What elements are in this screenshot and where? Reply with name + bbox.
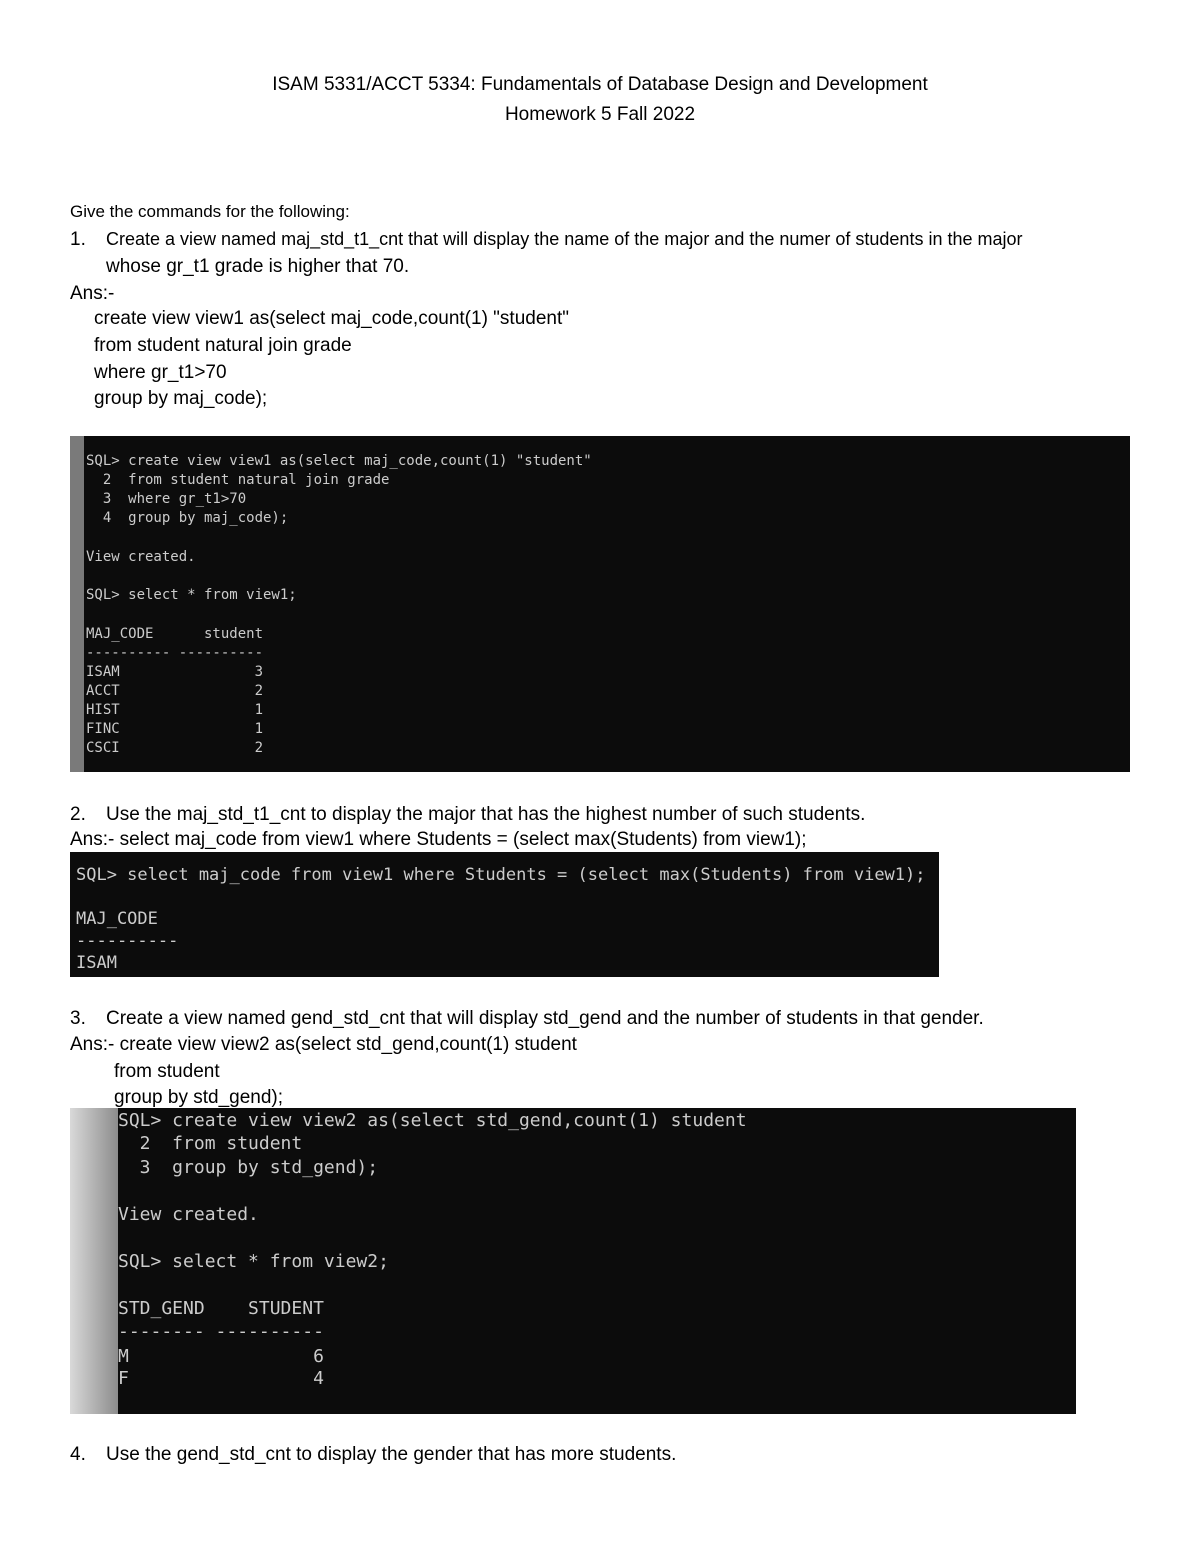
q1-code-line: create view view1 as(select maj_code,count(1) "student": [94, 308, 569, 329]
q2-number: 2.: [70, 804, 86, 825]
q3-text-line1: Create a view named gend_std_cnt that will display std_gend and the number of students in that gender.: [106, 1008, 984, 1029]
terminal-line: SQL> select maj_code from view1 where Students = (select max(Students) from view1);: [76, 865, 926, 885]
terminal-line: SQL> create view view1 as(select maj_code,count(1) "student": [86, 453, 592, 469]
terminal-line: SQL> create view view2 as(select std_gend,count(1) student: [118, 1110, 747, 1131]
terminal-line: -------- ----------: [118, 1321, 324, 1342]
document-subtitle: Homework 5 Fall 2022: [504, 104, 696, 125]
terminal-line: View created.: [118, 1204, 259, 1225]
terminal-line: ----------: [76, 931, 179, 951]
terminal-line: 3 group by std_gend);: [118, 1157, 379, 1178]
q3-code-line: group by std_gend);: [114, 1087, 284, 1108]
terminal-line: 3 where gr_t1>70: [86, 491, 247, 507]
terminal-line: View created.: [86, 549, 196, 565]
q1-text-line1: Create a view named maj_std_t1_cnt that will display the name of the major and the numer of students in the major: [106, 229, 1023, 249]
q2-answer: Ans:- select maj_code from view1 where Students = (select max(Students) from view1);: [70, 829, 807, 850]
terminal-line: CSCI 2: [86, 740, 264, 756]
terminal-line: M 6: [118, 1346, 324, 1367]
q1-answer-label: Ans:-: [70, 283, 115, 304]
terminal-line: MAJ_CODE: [76, 909, 158, 929]
terminal-line: 4 group by maj_code);: [86, 510, 289, 526]
terminal-gutter: [70, 436, 84, 772]
terminal-line: F 4: [118, 1368, 324, 1389]
q2-text-line1: Use the maj_std_t1_cnt to display the major that has the highest number of such students.: [106, 804, 866, 825]
q3-number: 3.: [70, 1008, 86, 1029]
terminal-screenshot-1: [70, 436, 1130, 772]
terminal-gutter: [70, 1108, 118, 1414]
terminal-line: ACCT 2: [86, 683, 264, 699]
terminal-screenshot-2: [70, 852, 939, 977]
q4-number: 4.: [70, 1444, 86, 1465]
q1-code-line: where gr_t1>70: [94, 362, 227, 383]
terminal-line: MAJ_CODE student: [86, 626, 264, 642]
terminal-line: ---------- ----------: [86, 645, 264, 661]
instructions: Give the commands for the following:: [70, 202, 350, 221]
terminal-line: SQL> select * from view2;: [118, 1251, 389, 1272]
document-title: ISAM 5331/ACCT 5334: Fundamentals of Database Design and Development: [272, 74, 928, 95]
terminal-line: STD_GEND STUDENT: [118, 1298, 324, 1319]
q1-code-line: from student natural join grade: [94, 335, 352, 356]
terminal-line: 2 from student natural join grade: [86, 472, 390, 488]
q3-code-line: from student: [114, 1061, 220, 1082]
q3-answer: Ans:- create view view2 as(select std_gend,count(1) student: [70, 1034, 577, 1055]
terminal-line: 2 from student: [118, 1133, 303, 1154]
q4-text-line1: Use the gend_std_cnt to display the gender that has more students.: [106, 1444, 677, 1465]
q1-number: 1.: [70, 229, 86, 250]
terminal-screenshot-3: [70, 1108, 1076, 1414]
terminal-line: ISAM: [76, 953, 117, 973]
terminal-line: FINC 1: [86, 721, 264, 737]
q1-text-line2: whose gr_t1 grade is higher that 70.: [106, 256, 410, 277]
q1-code-line: group by maj_code);: [94, 388, 268, 409]
terminal-line: HIST 1: [86, 702, 264, 718]
terminal-line: ISAM 3: [86, 664, 264, 680]
terminal-line: SQL> select * from view1;: [86, 587, 297, 603]
